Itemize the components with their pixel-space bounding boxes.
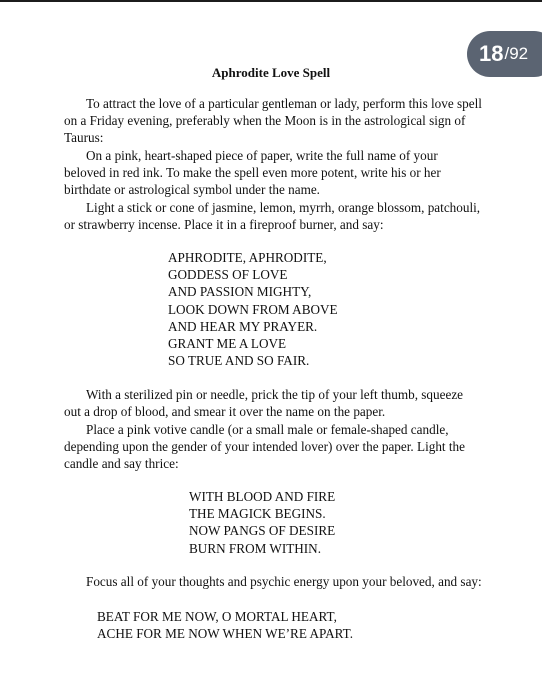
verse-line: AND HEAR MY PRAYER. <box>168 318 318 334</box>
verse-blood-and-fire <box>189 488 335 557</box>
verse-line: APHRODITE, APHRODITE, <box>168 250 327 265</box>
paragraph-blood: With a sterilized pin or needle, prick the tip of your left thumb, squeeze out a drop of blood, and smear it over the name on the paper. <box>64 387 464 419</box>
verse-line: LOOK DOWN FROM ABOVE <box>168 301 338 317</box>
verse-line: GRANT ME A LOVE <box>168 336 287 352</box>
verse-line: BURN FROM WITHIN. <box>189 540 322 556</box>
paragraph-intro: To attract the love of a particular gentleman or lady, perform this love spell on a Friday evening, preferably when the Moon is in the astrological sign of Taurus: <box>64 96 482 145</box>
spell-title: Aphrodite Love Spell <box>211 65 331 80</box>
paragraph-heart-paper: On a pink, heart-shaped piece of paper, write the full name of your beloved in red ink. To make the spell even more potent, write his or her birthdate or astrological symbol under the name. <box>64 148 441 197</box>
verse-line: GODDESS OF LOVE <box>168 267 288 283</box>
verse-line: SO TRUE AND SO FAIR. <box>168 353 310 369</box>
current-page-number: 18 <box>479 41 504 66</box>
verse-invocation <box>168 249 338 369</box>
paragraph-incense: Light a stick or cone of jasmine, lemon, myrrh, orange blossom, patchouli, or strawberry incense. Place it in a fireproof burner, and say: <box>64 200 481 232</box>
paragraph-focus: Focus all of your thoughts and psychic energy upon your beloved, and say: <box>86 574 482 589</box>
verse-line: WITH BLOOD AND FIRE <box>189 489 336 504</box>
verse-heart <box>97 608 353 642</box>
total-pages: 92 <box>509 44 529 63</box>
page-separator: / <box>504 44 510 63</box>
paragraph-candle: Place a pink votive candle (or a small male or female-shaped candle, depending upon the gender of your intended lover) over the paper. Light the candle and say thrice: <box>64 422 465 471</box>
verse-line: NOW PANGS OF DESIRE <box>189 523 336 539</box>
top-border-line <box>0 0 542 2</box>
verse-line: ACHE FOR ME NOW WHEN WE’RE APART. <box>97 626 354 642</box>
verse-line: THE MAGICK BEGINS. <box>189 506 326 522</box>
verse-line: AND PASSION MIGHTY, <box>168 284 312 300</box>
verse-line: BEAT FOR ME NOW, O MORTAL HEART, <box>97 609 337 624</box>
